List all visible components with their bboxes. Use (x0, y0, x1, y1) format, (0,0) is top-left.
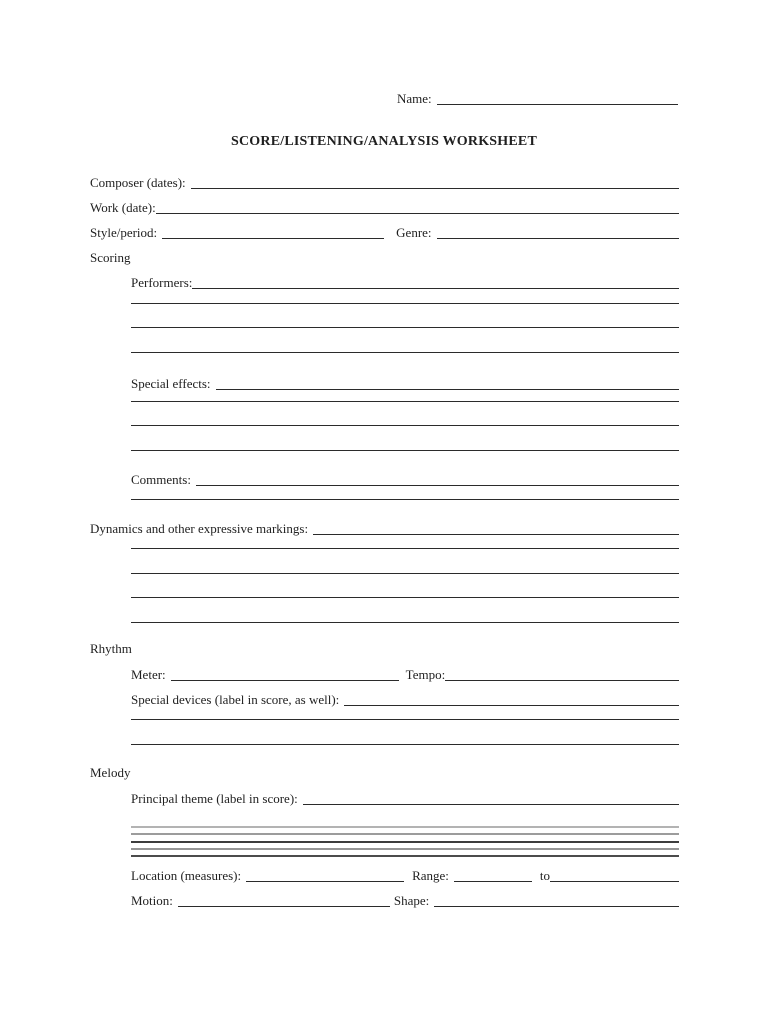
melody-heading-row (90, 763, 679, 782)
location-writing-line (246, 881, 404, 882)
shape-label: Shape: (393, 893, 430, 908)
location-label: Location (measures): (131, 868, 242, 883)
principal-theme-writing-line (303, 804, 679, 805)
writing-line (131, 719, 679, 720)
blank-line-row (131, 717, 679, 736)
principal-theme-label: Principal theme (label in score): (131, 791, 298, 806)
special-effects-writing-line (216, 389, 679, 390)
writing-line (131, 401, 679, 402)
special-devices-label: Special devices (label in score, as well): (131, 692, 340, 707)
comments-writing-line (196, 485, 679, 486)
genre-label: Genre: (396, 225, 432, 240)
writing-line (131, 548, 679, 549)
dynamics-row (90, 519, 679, 538)
blank-line-row (131, 497, 679, 516)
staff-line (131, 826, 679, 828)
performers-writing-line (192, 288, 679, 289)
blank-line-row (131, 423, 679, 442)
range-to-writing-line (550, 881, 679, 882)
meter-tempo-row (131, 665, 679, 684)
performers-row (131, 273, 679, 292)
tempo-writing-line (445, 680, 679, 681)
name-row (397, 89, 678, 108)
range-to-label: to (539, 868, 551, 883)
shape-writing-line (434, 906, 679, 907)
name-writing-line (437, 104, 678, 105)
performers-label: Performers: (131, 275, 193, 290)
range-from-writing-line (454, 881, 532, 882)
writing-line (131, 327, 679, 328)
writing-line (131, 573, 679, 574)
dynamics-label: Dynamics and other expressive markings: (90, 521, 309, 536)
tempo-label: Tempo: (405, 667, 446, 682)
writing-line (131, 425, 679, 426)
writing-line (131, 303, 679, 304)
staff-line (131, 855, 679, 857)
blank-line-row (131, 448, 679, 467)
blank-line-row (131, 325, 679, 344)
style-label: Style/period: (90, 225, 158, 240)
writing-line (131, 622, 679, 623)
staff-line (131, 848, 679, 850)
composer-writing-line (191, 188, 679, 189)
composer-row (90, 173, 679, 192)
blank-line-row (131, 546, 679, 565)
rhythm-heading-row (90, 639, 679, 658)
meter-writing-line (171, 680, 399, 681)
blank-line-row (131, 301, 679, 320)
comments-label: Comments: (131, 472, 191, 487)
writing-line (131, 744, 679, 745)
dynamics-writing-line (313, 534, 679, 535)
music-staff (131, 826, 679, 857)
genre-writing-line (437, 238, 679, 239)
blank-line-row (131, 620, 679, 639)
style-genre-row (90, 223, 679, 242)
motion-writing-line (178, 906, 390, 907)
scoring-heading: Scoring (90, 250, 131, 265)
blank-line-row (131, 350, 679, 369)
rhythm-heading: Rhythm (90, 641, 132, 656)
blank-line-row (131, 399, 679, 418)
work-row (90, 198, 679, 217)
special-devices-writing-line (344, 705, 679, 706)
staff-line (131, 841, 679, 843)
special-effects-row (131, 374, 679, 393)
staff-line (131, 833, 679, 835)
motion-label: Motion: (131, 893, 173, 908)
name-label: Name: (397, 91, 432, 106)
title-row (0, 132, 768, 151)
special-devices-row (131, 690, 679, 709)
writing-line (131, 450, 679, 451)
principal-theme-row (131, 789, 679, 808)
range-label: Range: (412, 868, 449, 883)
blank-line-row (131, 595, 679, 614)
writing-line (131, 499, 679, 500)
style-writing-line (162, 238, 384, 239)
composer-label: Composer (dates): (90, 175, 186, 190)
location-range-row (131, 866, 679, 885)
writing-line (131, 597, 679, 598)
melody-heading: Melody (90, 765, 131, 780)
special-effects-label: Special effects: (131, 376, 211, 391)
motion-shape-row (131, 891, 679, 910)
comments-row (131, 470, 679, 489)
blank-line-row (131, 742, 679, 761)
blank-line-row (131, 571, 679, 590)
scoring-heading-row (90, 248, 679, 267)
work-writing-line (156, 213, 679, 214)
writing-line (131, 352, 679, 353)
page-title: SCORE/LISTENING/ANALYSIS WORKSHEET (231, 134, 537, 149)
meter-label: Meter: (131, 667, 166, 682)
work-label: Work (date): (90, 200, 156, 215)
